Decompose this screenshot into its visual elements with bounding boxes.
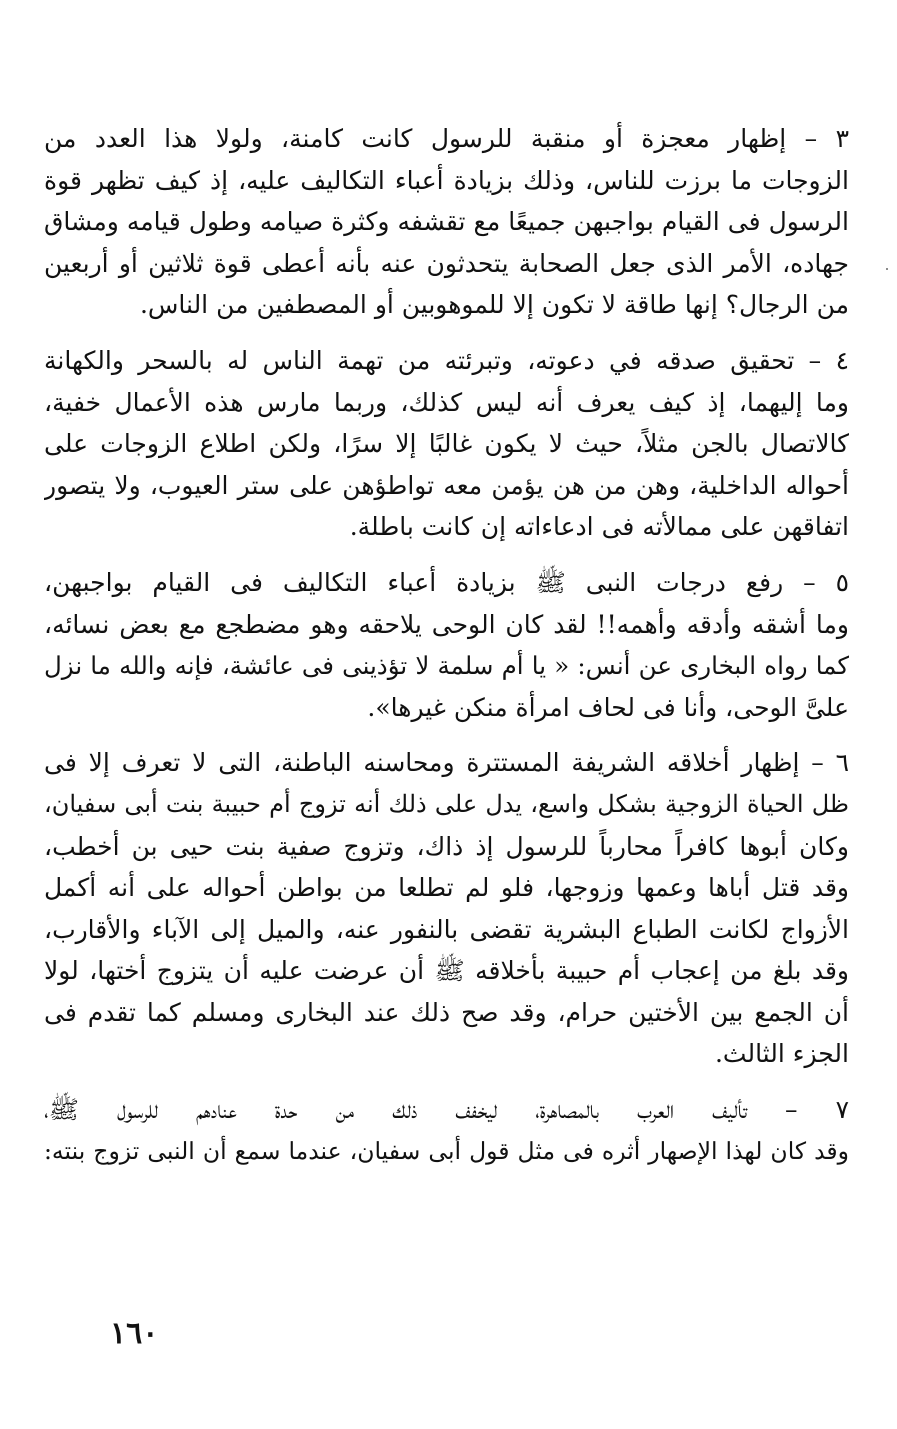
text-line: أحواله الداخلية، وهن من هن يؤمن معه تواطؤهن على ستر العيوب، ولا يتصور	[44, 470, 849, 500]
text-line: وقد كان لهذا الإصهار أثره فى مثل قول أبى سفيان، عندما سمع أن النبى تزوج بنته:	[44, 1136, 849, 1165]
text-line: ٥ – رفع درجات النبى ﷺ بزيادة أعباء التكاليف فى القيام بواجبهن،	[44, 567, 849, 597]
text-line: وقد قتل أباها وعمها وزوجها، فلو لم تطلعا من بواطن أحواله على أنه أكمل	[44, 873, 849, 903]
scan-speck	[886, 268, 888, 270]
text-line: ٦ – إظهار أخلاقه الشريفة المستترة ومحاسنه الباطنة، التى لا تعرف إلا فى	[44, 748, 849, 778]
text-line: اتفاقهن على ممالأته فى ادعاءاته إن كانت باطلة.	[349, 512, 849, 542]
text-line: وكان أبوها كافراً محارباً للرسول إذ ذاك، وتزوج صفية بنت حيى بن أخطب،	[44, 831, 849, 861]
paragraph-5	[44, 562, 849, 728]
paragraph-6	[44, 742, 849, 1075]
text-line: كما رواه البخارى عن أنس: « يا أم سلمة لا تؤذينى فى عائشة، فإنه والله ما نزل	[44, 651, 849, 681]
text-line: من الرجال؟ إنها طاقة لا تكون إلا للموهوبين أو المصطفين من الناس.	[139, 290, 849, 320]
text-line: وما أشقه وأدقه وأهمه!! لقد كان الوحى يلاحقه وهو مضطجع مع بعض نسائه،	[44, 609, 849, 639]
text-line: ٧ – تأليف العرب بالمصاهرة، ليخفف ذلك من حدة عنادهم للرسول ﷺ،	[44, 1095, 849, 1125]
paragraph-4	[44, 340, 849, 548]
text-line: وقد بلغ من إعجاب أم حبيبة بأخلاقه ﷺ أن عرضت عليه أن يتزوج أختها، لولا	[44, 956, 849, 986]
paragraph-7	[44, 1089, 849, 1172]
text-line: كالاتصال بالجن مثلاً، حيث لا يكون غالبًا إلا سرًا، ولكن اطلاع الزوجات على	[44, 429, 849, 459]
text-line: وما إليهما، إذ كيف يعرف أنه ليس كذلك، وربما مارس هذه الأعمال خفية،	[44, 387, 849, 417]
text-line: علىَّ الوحى، وأنا فى لحاف امرأة منكن غيرها».	[367, 692, 849, 722]
text-line: الجزء الثالث.	[714, 1039, 849, 1069]
text-line: ٤ – تحقيق صدقه في دعوته، وتبرئته من تهمة الناس له بالسحر والكهانة	[44, 345, 849, 375]
text-line: ظل الحياة الزوجية بشكل واسع، يدل على ذلك أنه تزوج أم حبيبة بنت أبى سفيان،	[44, 789, 849, 818]
text-line: الزوجات ما برزت للناس، وذلك بزيادة أعباء التكاليف عليه، إذ كيف تظهر قوة	[44, 165, 849, 195]
page-number: ١٦٠	[110, 1316, 159, 1351]
text-line: الأزواج لكانت الطباع البشرية تقضى بالنفور عنه، والميل إلى الآباء والأقارب،	[44, 914, 849, 944]
text-line: الرسول فى القيام بواجبهن جميعًا مع تقشفه وكثرة صيامه وطول قيامه ومشاق	[44, 207, 849, 237]
paragraph-3	[44, 118, 849, 326]
text-line: أن الجمع بين الأختين حرام، وقد صح ذلك عند البخارى ومسلم كما تقدم فى	[44, 997, 849, 1027]
body-text	[44, 118, 849, 1186]
text-line: جهاده، الأمر الذى جعل الصحابة يتحدثون عنه بأنه أعطى قوة ثلاثين أو أربعين	[44, 248, 849, 278]
text-line: ٣ – إظهار معجزة أو منقبة للرسول كانت كامنة، ولولا هذا العدد من	[44, 124, 849, 153]
